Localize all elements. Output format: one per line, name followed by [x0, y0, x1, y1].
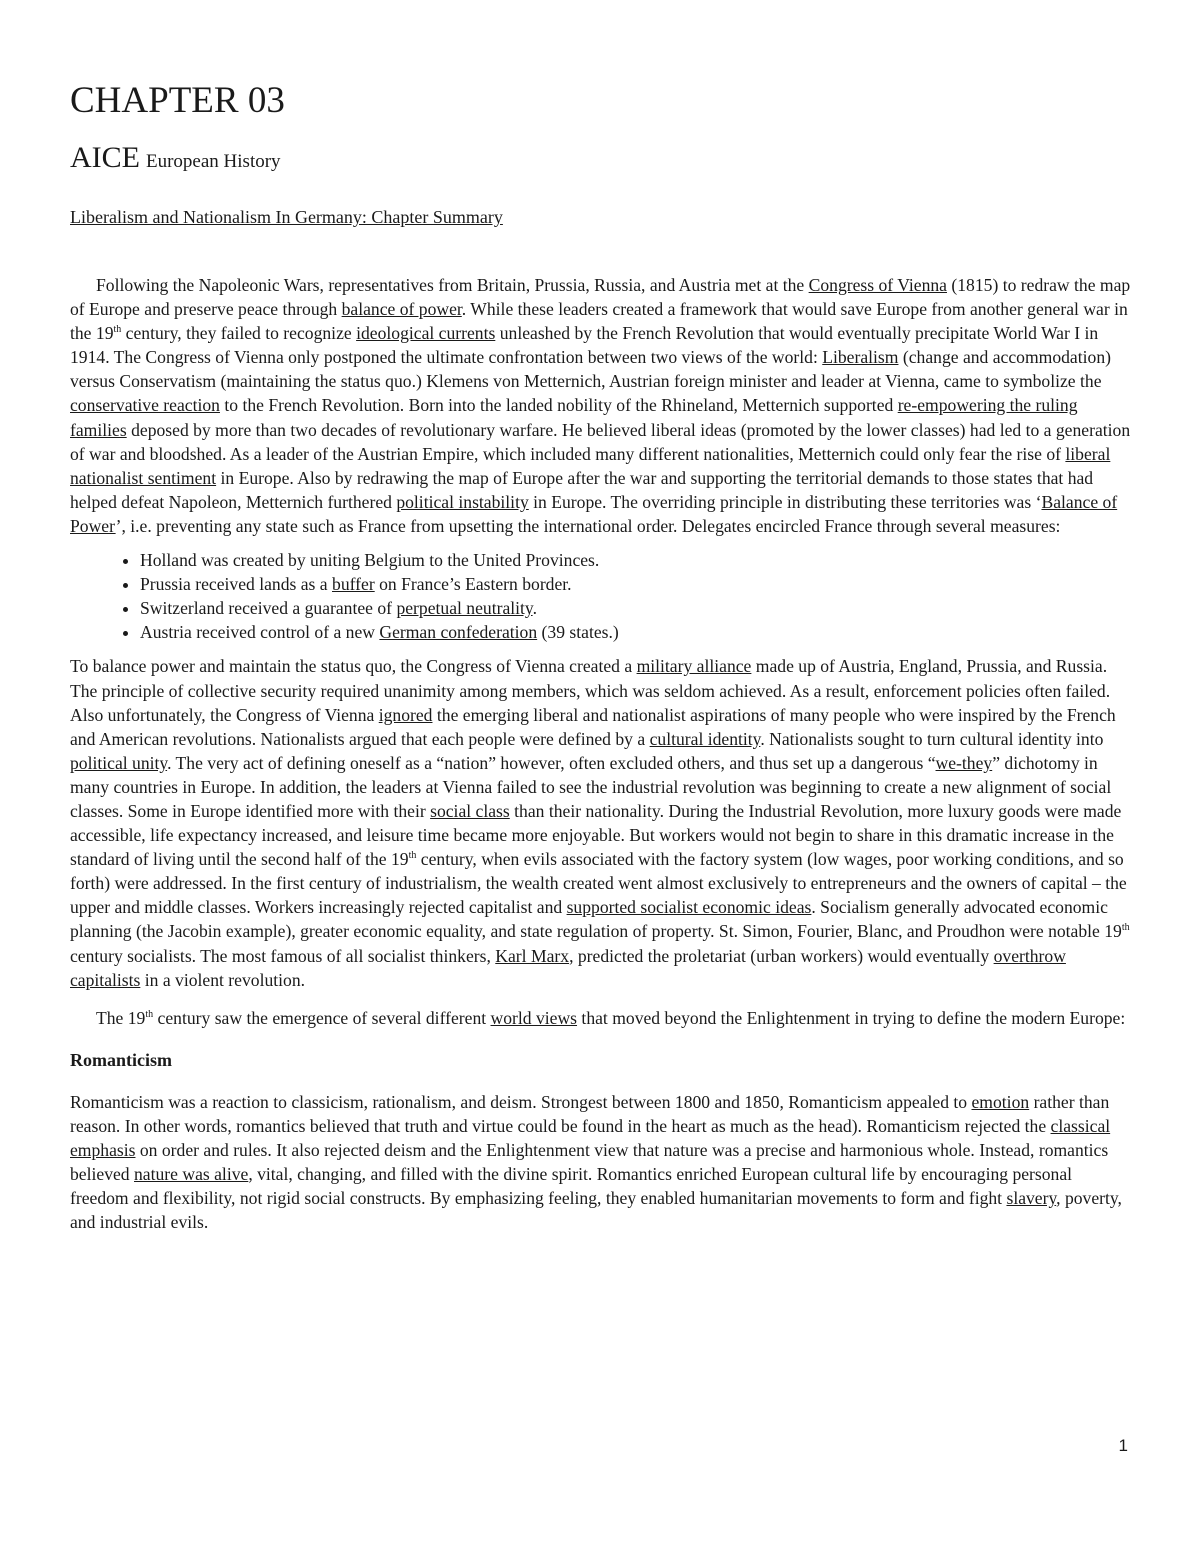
text-run: in Europe. The overriding principle in distributing these territories was ‘ [528, 491, 1042, 512]
term-balance-of-power-quoted: Balance of Power [70, 491, 1118, 536]
text-run: . The very act of defining oneself as a “nation” however, often excluded others, and thus set up a dangerous “ [167, 752, 936, 773]
term-cultural-identity: cultural identity [649, 728, 761, 749]
paragraph-congress-of-vienna [70, 273, 1132, 538]
text-run: century saw the emergence of several different [153, 1007, 491, 1028]
list-item [140, 596, 1132, 620]
text-run: on order and rules. It also rejected deism and the Enlightenment view that nature was a precise and harmonious whole. Instead, romantics believed [70, 1140, 1109, 1185]
course-title [70, 138, 1132, 183]
text-run: deposed by more than two decades of revolutionary warfare. He believed liberal ideas (promoted by the lower classes) had led to a generation of war and bloodshed. As a leader of the Austrian Empire, which included many different nationalities, Metternich could only fear the rise of [70, 419, 1131, 464]
text-run: . Socialism generally advocated economic planning (the Jacobin example), greater economic equality, and state regulation of property. St. Simon, Fourier, Blanc, and Proudhon were notable 19 [70, 897, 1122, 942]
text-run: Switzerland received a guarantee of [140, 598, 397, 619]
text-run: (change and accommodation) versus Conservatism (maintaining the status quo.) Klemens von Metternich, Austrian foreign minister and leader at Vienna, came to symbolize the [70, 347, 1111, 392]
term-emotion: emotion [971, 1091, 1030, 1112]
term-socialist-ideas: supported socialist economic ideas [566, 897, 812, 918]
text-run: in Europe. Also by redrawing the map of Europe after the war and supporting the territorial demands to those states that had helped defeat Napoleon, Metternich furthered [70, 467, 1094, 512]
course-code: AICE [70, 141, 140, 174]
text-run: The 19 [96, 1007, 146, 1028]
text-run: , poverty, and industrial evils. [70, 1188, 1122, 1233]
chapter-heading: CHAPTER 03 [70, 80, 285, 121]
term-buffer: buffer [332, 574, 375, 595]
text-run: century socialists. The most famous of all socialist thinkers, [70, 945, 496, 966]
term-german-confederation: German confederation [379, 622, 538, 643]
term-slavery: slavery [1006, 1188, 1057, 1209]
text-run: , predicted the proletariat (urban workers) would eventually [569, 945, 994, 966]
text-run: . Nationalists sought to turn cultural identity into [760, 728, 1104, 749]
paragraph-world-views [70, 1006, 1132, 1030]
measures-list [70, 548, 1132, 644]
text-run: . While these leaders created a framework that would save Europe from another general war in the 19 [70, 299, 1128, 344]
superscript-th: th [113, 324, 122, 336]
text-run: that moved beyond the Enlightenment in trying to define the modern Europe: [577, 1007, 1126, 1028]
text-run: Prussia received lands as a [140, 574, 333, 595]
term-liberalism: Liberalism [822, 347, 899, 368]
term-ignored: ignored [378, 704, 433, 725]
paragraph-military-alliance [70, 654, 1132, 991]
section-heading-romanticism: Romanticism [70, 1049, 172, 1070]
text-run: . [532, 598, 537, 619]
term-liberal-nationalist-sentiment: liberal nationalist sentiment [70, 443, 1111, 488]
text-run: made up of Austria, England, Prussia, and Russia. The principle of collective security required unanimity among members, which was seldom achieved. As a result, enforcement policies often failed. Also unfortunately, the Congress of Vienna [70, 656, 1111, 725]
text-run: century, they failed to recognize [121, 323, 357, 344]
page-number: 1 [1118, 1436, 1128, 1455]
superscript-th: th [408, 850, 417, 862]
term-ideological-currents: ideological currents [356, 323, 496, 344]
term-political-unity: political unity [70, 752, 168, 773]
list-item [140, 572, 1132, 596]
list-item [140, 620, 1132, 644]
term-congress-of-vienna: Congress of Vienna [808, 275, 947, 295]
text-run: , vital, changing, and filled with the divine spirit. Romantics enriched European cultural life by encouraging personal freedom and flexibility, not rigid social constructs. By emphasizing feeling, they enabled humanitarian movements to form and fight [70, 1164, 1073, 1209]
superscript-th: th [145, 1008, 154, 1020]
text-run: the emerging liberal and nationalist aspirations of many people who were inspired by the French and American revolutions. Nationalists argued that each people were defined by a [70, 704, 1116, 749]
text-run: (39 states.) [537, 622, 619, 643]
superscript-th: th [1121, 922, 1130, 934]
text-run: unleashed by the French Revolution that would eventually precipitate World War I in 1914. The Congress of Vienna only postponed the ultimate confrontation between two views of the world: [70, 323, 1099, 368]
term-perpetual-neutrality: perpetual neutrality [396, 598, 533, 619]
course-subject: European History [146, 151, 281, 172]
text-run: (1815) to redraw the map of Europe and preserve peace through [70, 275, 1131, 320]
term-balance-of-power: balance of power [341, 299, 462, 320]
document-title: Liberalism and Nationalism In Germany: Chapter Summary [70, 207, 503, 227]
text-run: than their nationality. During the Industrial Revolution, more luxury goods were made accessible, life expectancy increased, and leisure time became more enjoyable. But workers would not begin to share in this dramatic increase in the standard of living until the second half of the 19 [70, 800, 1122, 870]
text-run: to the French Revolution. Born into the landed nobility of the Rhineland, Metternich supported [219, 395, 898, 416]
text-run: Holland was created by uniting Belgium to the United Provinces. [140, 550, 600, 571]
term-re-empowering: re-empowering the ruling families [70, 395, 1078, 440]
text-run: ” dichotomy in many countries in Europe. In addition, the leaders at Vienna failed to see the industrial revolution was beginning to create a new alignment of social classes. Some in Europe identified more with their [70, 752, 1112, 821]
text-run: Following the Napoleonic Wars, representatives from Britain, Prussia, Russia, and Austria met at the [96, 275, 809, 295]
text-run: Romanticism was a reaction to classicism, rationalism, and deism. Strongest between 1800 and 1850, Romanticism appealed to [70, 1091, 972, 1112]
text-run: century, when evils associated with the factory system (low wages, poor working conditions, and so forth) were addressed. In the first century of industrialism, the wealth created went almost exclusively to entrepreneurs and the owners of capital – the upper and middle classes. Workers increasingly rejected capitalist and [70, 849, 1127, 918]
term-world-views: world views [490, 1007, 578, 1028]
text-run: rather than reason. In other words, romantics believed that truth and virtue could be found in the heart as much as the head). Romanticism rejected the [70, 1091, 1110, 1136]
term-political-instability: political instability [396, 491, 529, 512]
list-item [140, 548, 1132, 572]
term-classical-emphasis: classical emphasis [70, 1115, 1111, 1160]
text-run: on France’s Eastern border. [374, 574, 572, 595]
text-run: in a violent revolution. [140, 969, 306, 990]
term-we-they: we-they [935, 752, 993, 773]
text-run: ’, i.e. preventing any state such as France from upsetting the international order. Delegates encircled France through several measures: [115, 515, 1061, 536]
text-run: To balance power and maintain the status quo, the Congress of Vienna created a [70, 656, 637, 677]
document-page [70, 70, 1132, 1234]
term-overthrow-capitalists: overthrow capitalists [70, 945, 1066, 990]
term-social-class: social class [430, 800, 510, 821]
term-karl-marx: Karl Marx [495, 945, 570, 966]
term-military-alliance: military alliance [636, 656, 752, 677]
term-nature-was-alive: nature was alive [134, 1164, 249, 1185]
text-run: Austria received control of a new [140, 622, 380, 643]
term-conservative-reaction: conservative reaction [70, 395, 220, 416]
paragraph-romanticism [70, 1090, 1132, 1235]
